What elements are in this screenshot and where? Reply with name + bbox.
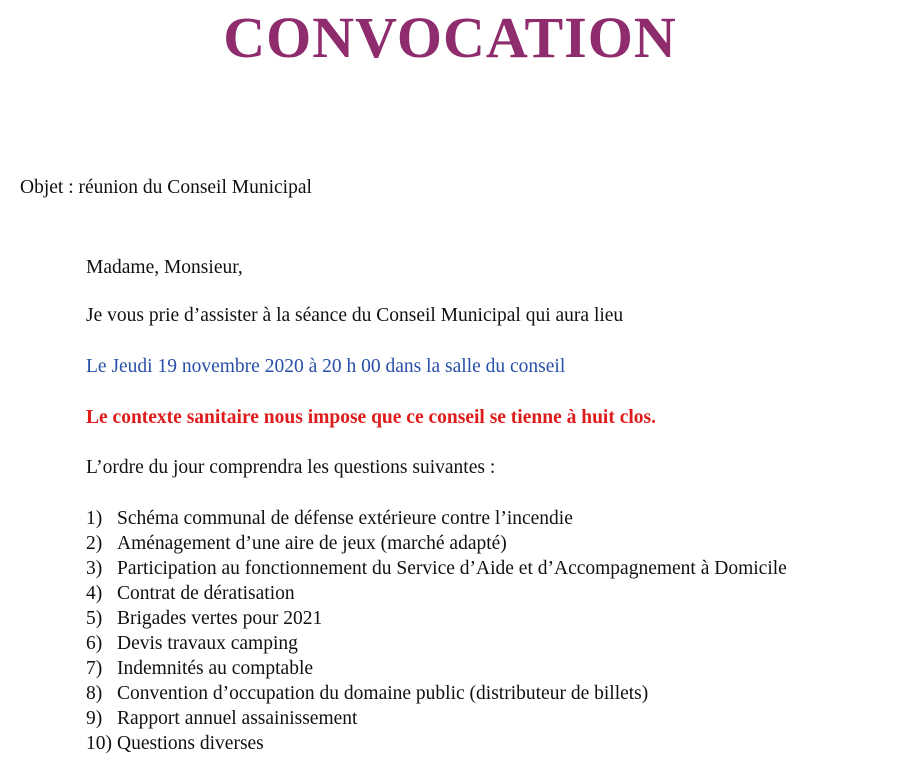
agenda-item-number: 7) [86,658,103,679]
agenda-item-text: Indemnités au comptable [117,658,314,679]
agenda-item-text: Convention d’occupation du domaine public (distributeur de billets) [117,683,649,704]
sanitary-notice: Le contexte sanitaire nous impose que ce conseil se tienne à huit clos. [86,407,656,428]
agenda-intro: L’ordre du jour comprendra les questions suivantes : [86,457,496,478]
agenda-item-text: Devis travaux camping [117,633,298,654]
subject-line: Objet : réunion du Conseil Municipal [20,177,312,198]
agenda-item-text: Rapport annuel assainissement [117,708,358,729]
agenda-item-text: Contrat de dératisation [117,583,295,604]
agenda-item [86,631,787,656]
agenda-item [86,706,787,731]
agenda-item-number: 6) [86,633,103,654]
agenda-item [86,606,787,631]
agenda-item-text: Questions diverses [117,733,264,754]
agenda-item-number: 1) [86,508,103,529]
agenda-item [86,656,787,681]
intro-paragraph: Je vous prie d’assister à la séance du Conseil Municipal qui aura lieu [86,305,624,326]
agenda-item-text: Brigades vertes pour 2021 [117,608,323,629]
agenda-list [86,506,787,756]
agenda-item-number: 2) [86,533,103,554]
agenda-item-number: 8) [86,683,103,704]
agenda-item-text: Schéma communal de défense extérieure contre l’incendie [117,508,573,529]
agenda-item [86,556,787,581]
agenda-item-number: 5) [86,608,103,629]
agenda-item [86,681,787,706]
agenda-item-number: 3) [86,558,103,579]
salutation: Madame, Monsieur, [86,257,243,278]
agenda-item-number: 4) [86,583,103,604]
agenda-item [86,731,787,756]
meeting-date: Le Jeudi 19 novembre 2020 à 20 h 00 dans la salle du conseil [86,356,566,377]
agenda-item [86,581,787,606]
page-title: CONVOCATION [223,5,677,70]
agenda-item-text: Participation au fonctionnement du Service d’Aide et d’Accompagnement à Domicile [117,558,787,579]
agenda-item [86,506,787,531]
agenda-item-number: 9) [86,708,103,729]
agenda-item-text: Aménagement d’une aire de jeux (marché adapté) [117,533,507,554]
agenda-item [86,531,787,556]
agenda-item-number: 10) [86,733,112,754]
